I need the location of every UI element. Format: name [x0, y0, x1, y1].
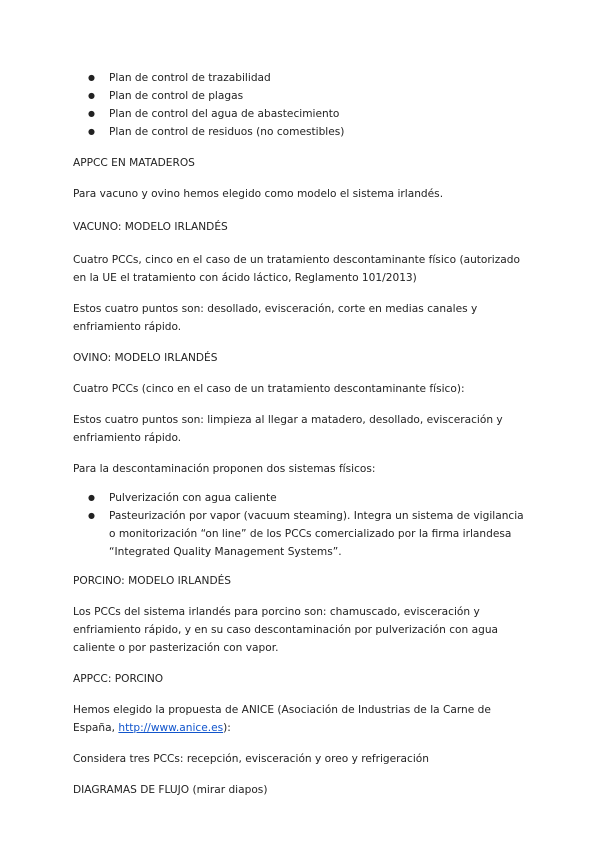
physical-systems-list [73, 489, 528, 561]
list-item: ● Plan de control de trazabilidad [73, 69, 528, 87]
heading-vacuno: VACUNO: MODELO IRLANDÉS [73, 221, 228, 233]
control-plans-list [73, 69, 528, 141]
heading-appcc-mataderos: APPCC EN MATADEROS [73, 157, 195, 169]
anice-close: ): [223, 722, 231, 734]
paragraph-vacuno-pccs: Cuatro PCCs, cinco en el caso de un tratamiento descontaminante físico (autorizado en la UE el tratamiento con ácido láctico, Reglamento 101/2013) [73, 254, 520, 284]
paragraph-porcino-pccs: Los PCCs del sistema irlandés para porcino son: chamuscado, evisceración y enfriamiento rápido, y en su caso descontaminación por pulverización con agua caliente o por pasterización con vapor. [73, 606, 499, 654]
paragraph-ovino-pccs: Cuatro PCCs (cinco en el caso de un tratamiento descontaminante físico): [73, 383, 465, 395]
heading-diagramas: DIAGRAMAS DE FLUJO (mirar diapos) [73, 784, 268, 796]
document-body [73, 69, 528, 799]
paragraph-intro: Para vacuno y ovino hemos elegido como modelo el sistema irlandés. [73, 188, 444, 200]
paragraph-vacuno-puntos: Estos cuatro puntos son: desollado, evisceración, corte en medias canales y enfriamiento rápido. [73, 303, 478, 333]
anice-link[interactable]: http://www.anice.es [118, 722, 224, 734]
paragraph-descontaminacion: Para la descontaminación proponen dos sistemas físicos: [73, 463, 376, 475]
anice-text: Hemos elegido la propuesta de ANICE (Asociación de Industrias de la Carne de España, [73, 704, 491, 734]
list-item: ● Pasteurización por vapor (vacuum steaming). Integra un sistema de vigilancia o monitorización “on line” de los PCCs comercializado por la firma irlandesa “Integrated Quality Management Systems”. [73, 507, 528, 561]
list-item: ● Pulverización con agua caliente [73, 489, 528, 507]
list-item: ● Plan de control de plagas [73, 87, 528, 105]
heading-appcc-porcino: APPCC: PORCINO [73, 673, 164, 685]
paragraph-considera: Considera tres PCCs: recepción, evisceración y oreo y refrigeración [73, 753, 429, 765]
heading-ovino: OVINO: MODELO IRLANDÉS [73, 352, 218, 364]
paragraph-ovino-puntos: Estos cuatro puntos son: limpieza al llegar a matadero, desollado, evisceración y enfriamiento rápido. [73, 414, 503, 444]
list-item: ● Plan de control del agua de abastecimiento [73, 105, 528, 123]
list-item: ● Plan de control de residuos (no comestibles) [73, 123, 528, 141]
paragraph-anice [73, 701, 528, 737]
heading-porcino-irlandes: PORCINO: MODELO IRLANDÉS [73, 575, 232, 587]
